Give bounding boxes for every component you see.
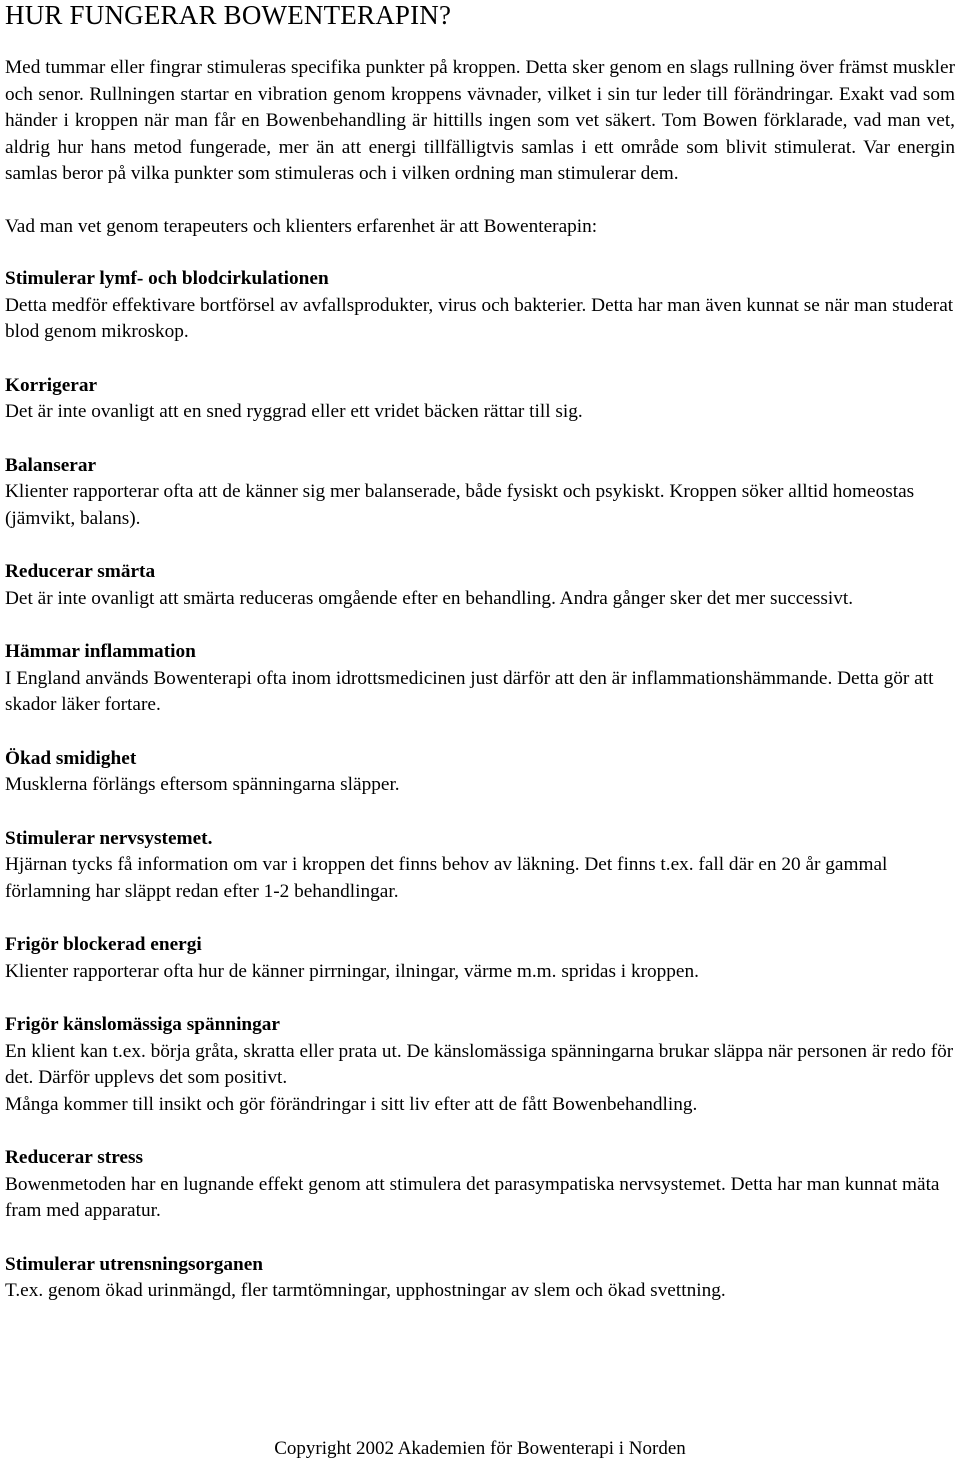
benefit-section bbox=[5, 639, 955, 719]
section-text: T.ex. genom ökad urinmängd, fler tarmtömningar, upphostningar av slem och ökad svettning. bbox=[5, 1280, 726, 1301]
benefit-section bbox=[5, 559, 955, 612]
section-text: Detta medför effektivare bortförsel av avfallsprodukter, virus och bakterier. Detta har man även kunnat se när man studerat blod genom mikroskop. bbox=[5, 294, 954, 342]
page-title: HUR FUNGERAR BOWENTERAPIN? bbox=[5, 0, 452, 30]
section-text: Bowenmetoden har en lugnande effekt genom att stimulera det parasympatiska nervsystemet. Detta har man kunnat mäta fram med apparatur. bbox=[5, 1173, 940, 1221]
section-heading: Frigör känslomässiga spänningar bbox=[5, 1014, 280, 1035]
section-heading: Stimulerar utrensningsorganen bbox=[5, 1253, 263, 1275]
benefit-section bbox=[5, 453, 955, 533]
benefit-section bbox=[5, 266, 955, 346]
section-heading: Hämmar inflammation bbox=[5, 641, 196, 662]
section-heading: Frigör blockerad energi bbox=[5, 934, 202, 955]
section-heading: Stimulerar nervsystemet. bbox=[5, 827, 213, 849]
section-text: Det är inte ovanligt att en sned ryggrad eller ett vridet bäcken rättar till sig. bbox=[5, 401, 583, 422]
section-heading: Stimulerar lymf- och blodcirkulationen bbox=[5, 268, 329, 289]
section-text: Hjärnan tycks få information om var i kroppen det finns behov av läkning. Det finns t.ex. fall där en 20 år gammal förlamning har släppt redan efter 1-2 behandlingar. bbox=[5, 854, 888, 902]
section-heading: Balanserar bbox=[5, 454, 97, 476]
section-heading: Reducerar smärta bbox=[5, 561, 156, 582]
benefit-section bbox=[5, 826, 955, 906]
section-heading: Ökad smidighet bbox=[5, 747, 137, 769]
section-text: Många kommer till insikt och gör förändringar i sitt liv efter att de fått Bowenbehandling. bbox=[5, 1093, 698, 1115]
section-text: Klienter rapporterar ofta hur de känner pirrningar, ilningar, värme m.m. spridas i kroppen. bbox=[5, 960, 699, 982]
benefit-section bbox=[5, 1252, 955, 1305]
benefit-section bbox=[5, 1145, 955, 1225]
section-heading: Reducerar stress bbox=[5, 1147, 143, 1168]
benefit-list bbox=[5, 266, 955, 1305]
document-page bbox=[5, 0, 955, 1332]
lead-paragraph: Vad man vet genom terapeuters och klienters erfarenhet är att Bowenterapin: bbox=[5, 215, 598, 237]
intro-paragraph: Med tummar eller fingrar stimuleras specifika punkter på kroppen. Detta sker genom en slags rullning över främst muskler och senor. Rullningen startar en vibration genom kroppens vävnader, vilket i sin tur leder till förändringar. Exakt vad som händer i kroppen när man får en Bowenbehandling är hittills ingen som vet säkert. Tom Bowen förklarade, vad man vet, aldrig hur hans metod fungerade, mer än att energi tillfälligtvis samlas i ett område som blivit stimulerat. Var energin samlas beror på vilka punkter som stimuleras och i vilken ordning man stimulerar dem. bbox=[5, 57, 955, 184]
section-text: Musklerna förlängs eftersom spänningarna släpper. bbox=[5, 774, 400, 795]
section-text: Det är inte ovanligt att smärta reduceras omgående efter en behandling. Andra gånger sker det mer successivt. bbox=[5, 587, 854, 609]
benefit-section bbox=[5, 373, 955, 426]
copyright-footer: Copyright 2002 Akademien för Bowenterapi i Norden bbox=[274, 1438, 686, 1459]
benefit-section bbox=[5, 1012, 955, 1118]
section-text: En klient kan t.ex. börja gråta, skratta eller prata ut. De känslomässiga spänningarna brukar släppa när personen är redo för det. Därför upplevs det som positivt. bbox=[5, 1040, 954, 1088]
section-text: I England används Bowenterapi ofta inom idrottsmedicinen just därför att den är inflammationshämmande. Detta gör att skador läker fortare. bbox=[5, 667, 934, 715]
section-heading: Korrigerar bbox=[5, 374, 98, 396]
section-text: Klienter rapporterar ofta att de känner sig mer balanserade, både fysiskt och psykiskt. Kroppen söker alltid homeostas (jämvikt, balans). bbox=[5, 481, 915, 529]
benefit-section bbox=[5, 746, 955, 799]
benefit-section bbox=[5, 932, 955, 985]
